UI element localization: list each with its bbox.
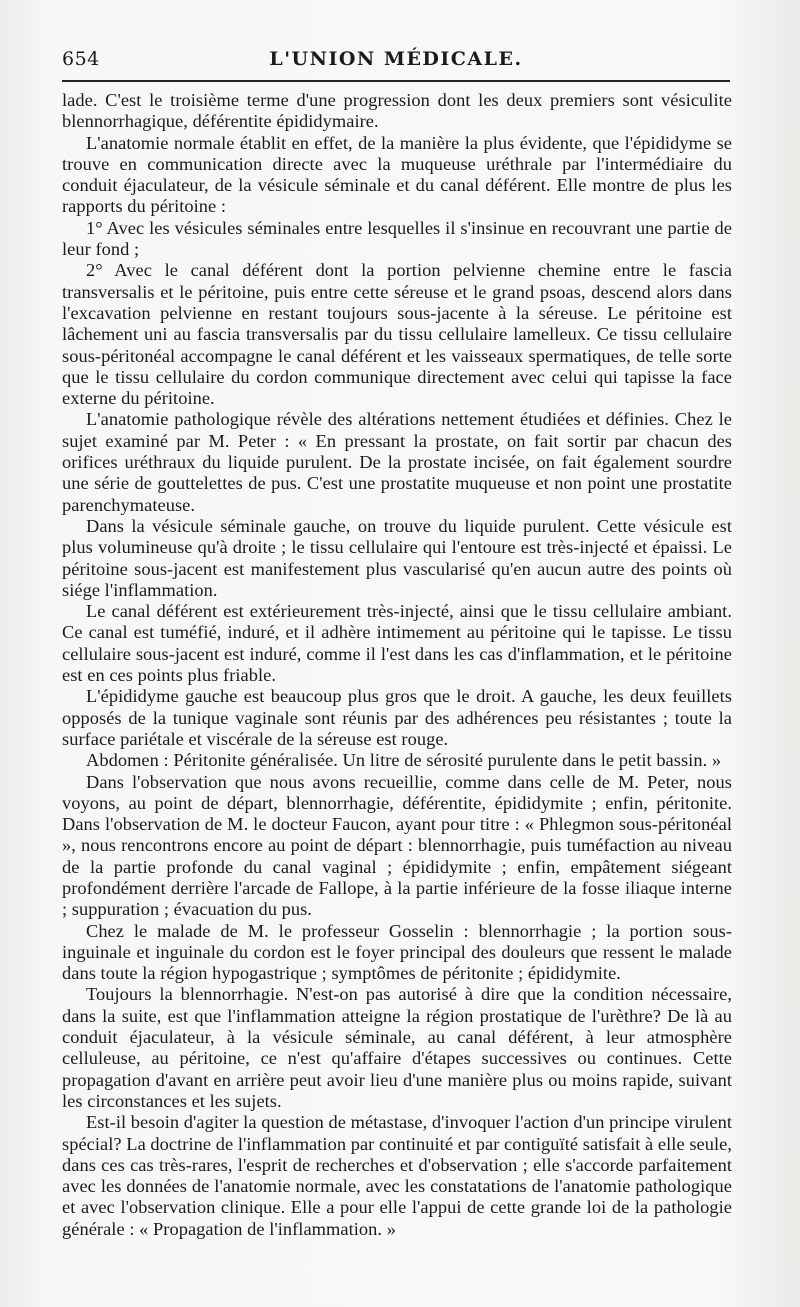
paragraph: Abdomen : Péritonite généralisée. Un litre de sérosité purulente dans le petit bassin. »: [86, 750, 722, 771]
article-body: [62, 90, 732, 1240]
paragraph: L'épididyme gauche est beaucoup plus gros que le droit. A gauche, les deux feuillets opposés de la tunique vaginale sont réunis par des adhérences peu résistantes ; toute la surface pariétale et viscérale de la séreuse est rouge.: [62, 686, 732, 749]
header-rule: [62, 80, 730, 82]
page-number: 654: [62, 48, 100, 70]
paragraph: Chez le malade de M. le professeur Gosselin : blennorrhagie ; la portion sous-inguinale et inguinale du cordon est le foyer principal des douleurs que ressent le malade dans toute la région hypogastrique ; symptômes de péritonite ; épididymite.: [62, 920, 732, 984]
paragraph: Toujours la blennorrhagie. N'est-on pas autorisé à dire que la condition nécessaire, dans la suite, est que l'inflammation atteigne la région prostatique de l'urèthre? De là au conduit éjaculateur, à la vésicule séminale, au canal déférent, à leur atmosphère celluleuse, au péritoine, ce n'est qu'affaire d'étapes successives ou continues. Cette propagation d'avant en arrière peut avoir lieu d'une manière plus ou moins rapide, suivant les circonstances et les sujets.: [62, 984, 732, 1111]
running-title: L'UNION MÉDICALE.: [269, 48, 523, 70]
paragraph: Dans l'observation que nous avons recueillie, comme dans celle de M. Peter, nous voyons, au point de départ, blennorrhagie, déférentite, épididymite ; enfin, péritonite. Dans l'observation de M. le docteur Faucon, ayant pour titre : « Phlegmon sous-péritonéal », nous rencontrons encore au point de départ : blennorrhagie, puis tuméfaction au niveau de la partie profonde du canal vaginal ; épididymite ; enfin, empâtement siégeant profondément derrière l'arcade de Fallope, à la partie inférieure de la fosse iliaque interne ; suppuration ; évacuation du pus.: [62, 771, 732, 920]
paragraph: L'anatomie normale établit en effet, de la manière la plus évidente, que l'épididyme se trouve en communication directe avec la muqueuse uréthrale par l'intermédiaire du conduit éjaculateur, de la vésicule séminale et du canal déférent. Elle montre de plus les rapports du péritoine :: [62, 132, 732, 217]
paragraph: L'anatomie pathologique révèle des altérations nettement étudiées et définies. Chez le sujet examiné par M. Peter : « En pressant la prostate, on fait sortir par chacun des orifices uréthraux du liquide purulent. De la prostate incisée, on fait également sourdre une série de gouttelettes de pus. C'est une prostatite muqueuse et non point une prostatite parenchymateuse.: [62, 409, 732, 515]
paragraph: 1° Avec les vésicules séminales entre lesquelles il s'insinue en recouvrant une partie de leur fond ;: [62, 217, 732, 260]
paragraph: Dans la vésicule séminale gauche, on trouve du liquide purulent. Cette vésicule est plus volumineuse qu'à droite ; le tissu cellulaire qui l'entoure est très-injecté et épaissi. Le péritoine sous-jacent est manifestement plus vascularisé qu'en aucun autre des points où siége l'inflammation.: [62, 515, 732, 600]
paragraph: Est-il besoin d'agiter la question de métastase, d'invoquer l'action d'un principe virulent spécial? La doctrine de l'inflammation par continuité et par contiguïté satisfait à elle seule, dans ces cas très-rares, l'esprit de recherches et d'observation ; elle s'accorde parfaitement avec les données de l'anatomie normale, avec les constatations de l'anatomie pathologique et avec l'observation clinique. Elle a pour elle l'appui de cette grande loi de la pathologie générale : « Propagation de l'inflammation. »: [62, 1112, 732, 1239]
paragraph: Le canal déférent est extérieurement très-injecté, ainsi que le tissu cellulaire ambiant. Ce canal est tuméfié, induré, et il adhère intimement au péritoine qui le tapisse. Le tissu cellulaire sous-jacent est induré, comme il l'est dans les cas d'inflammation, et le péritoine est en ces points plus friable.: [62, 601, 732, 686]
paragraph: 2° Avec le canal déférent dont la portion pelvienne chemine entre le fascia transversalis et le péritoine, puis entre cette séreuse et le grand psoas, descend alors dans l'excavation pelvienne en restant toujours sous-jacente à la séreuse. Le péritoine est lâchement uni au fascia transversalis par du tissu cellulaire lamelleux. Ce tissu cellulaire sous-péritonéal accompagne le canal déférent et les vaisseaux spermatiques, de telle sorte que le tissu cellulaire du cordon communique directement avec celui qui tapisse la face externe du péritoine.: [62, 260, 732, 409]
page-header: [62, 44, 730, 78]
paragraph: lade. C'est le troisième terme d'une progression dont les deux premiers sont vésiculite blennorrhagique, déférentite épididymaire.: [62, 90, 732, 132]
